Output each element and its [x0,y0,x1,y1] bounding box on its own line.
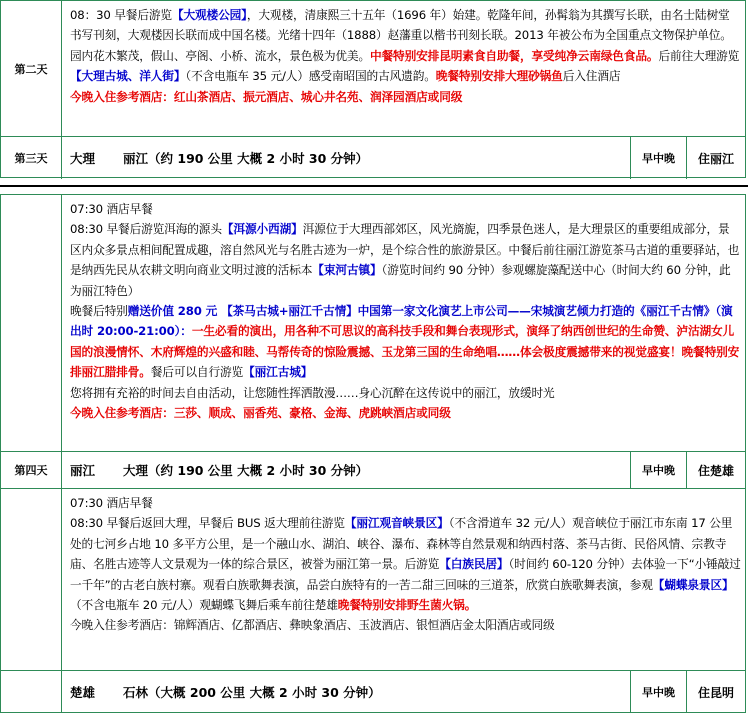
route-to: 石林（大概 200 公里 大概 2 小时 30 分钟） [123,685,381,700]
day4-header [62,452,745,488]
day3-meals: 早中晚 [630,137,686,179]
day4-description [62,489,745,670]
scenic-spot: 【丽江古城】 [243,365,313,380]
day4-route [62,461,630,479]
day5-stay: 住昆明 [686,671,745,713]
day4-header-row [1,452,745,489]
text: （游览时间约 90 分钟）参观螺旋藻配送中心（时间大约 60 分钟，此为丽江特色） [70,263,731,298]
text: 07:30 酒店早餐 [70,202,153,216]
text: （不含滑道车 32 元/人）观音峡位于丽江市东南 17 公里处的七河乡占地 10 多平方公里，是一个融山水、湖泊、峡谷、瀑布、森林等自然景观和纳西村落、茶马古街、民俗风情、宗教寺庙、名胜古迹等人文景观为一体的综合景区，被誉为丽江第一景。后游览 [70,516,733,572]
route-to: 大理（约 190 公里 大概 2 小时 30 分钟） [123,463,369,478]
day3-route [62,149,630,167]
hotel-info: 今晚入住参考酒店：三莎、顺成、丽香苑、豪格、金海、虎跳峡酒店或同级 [70,406,451,421]
meal-highlight: 中餐特别安排昆明素食自助餐，享受纯净云南绿色食品。 [369,48,659,63]
text: 您将拥有充裕的时间去自由活动，让您随性挥洒散漫……身心沉醉在这传说中的丽江，放缓时光 [70,385,555,400]
day2-content-row [1,1,745,137]
page-divider [0,185,748,187]
day4-meals: 早中晚 [630,452,686,488]
day5-header [62,671,745,713]
text: 07:30 酒店早餐 [70,496,153,510]
day4-content-row [1,489,745,671]
text: 08：30 早餐后游览 [70,8,172,22]
day3-header [62,137,745,179]
text: 08:30 早餐后返回大理，早餐后 BUS 返大理前往游览 [70,516,345,531]
day3-4-block [0,194,746,713]
day4-stay: 住楚雄 [686,452,745,488]
day3-header-row [1,137,745,179]
day3-content-row [1,195,745,452]
text: （不含电瓶车 20 元/人）观蝴蝶飞舞后乘车前往楚雄 [70,598,338,613]
day5-header-row [1,671,745,713]
text: 餐后可以自行游览 [150,365,244,380]
day4-label: 第四天 [1,452,62,488]
show-highlight: 赠送价值 280 元 【茶马古城+丽江千古情】中国第一家文化演艺上市公司——宋城演艺倾力打造的《丽江千古情》（演出时 20:00-21:00）： [70,304,733,339]
show-description: 一生必看的演出，用各种不可思议的高科技手段和舞台表现形式，演绎了纳西创世纪的生命赞、泸沽湖女儿国的浪漫情怀、木府辉煌的兴盛和睦、马帮传奇的惊险震撼、玉龙第三国的生命绝唱……体会极度震撼带来的视觉盛宴！晚餐特别安排丽江腊排骨。 [70,324,740,380]
day5-label-spacer [1,671,62,713]
text: 洱源位于大理西部郊区，风光旖旎，四季景色迷人，是大理景区的重要组成部分，景区内众多景点相间配置成趣，溶自然风光与名胜古迹为一炉，是个综合性的旅游景区。中餐后前往丽江游览茶马古道的重要驿站，也是纳西先民从农耕文明向商业文明过渡的活标本 [70,222,740,278]
day2-label: 第二天 [1,1,62,136]
scenic-spot: 【洱源小西湖】 [221,222,303,237]
hotel-info: 今晚入住参考酒店：红山茶酒店、振元酒店、城心井名苑、润泽园酒店或同级 [70,89,463,104]
hotel-info: 今晚入住参考酒店：锦辉酒店、亿都酒店、彝映象酒店、玉波酒店、银恒酒店金太阳酒店或同级 [70,618,555,633]
day5-route [62,683,630,701]
text: 晚餐后特别 [70,304,128,319]
route-from: 楚雄 [70,685,96,700]
text: 后入住酒店 [562,69,621,84]
text: （时间约 60-120 分钟）去体验一下“小锤敲过一千年”的古老白族村寨。观看白族歌舞表演，品尝白族特有的一苦二甜三回味的三道茶，欣赏白族歌舞表演，参观 [70,557,741,592]
text: 后前往大理游览 [658,48,740,63]
scenic-spot: 【束河古镇】 [312,263,382,278]
day2-description [62,1,745,136]
day2-block [0,0,746,178]
route-from: 丽江 [70,463,96,478]
scenic-spot: 【蝴蝶泉景区】 [652,577,734,592]
day3-stay: 住丽江 [686,137,745,179]
scenic-spot: 【丽江观音峡景区】 [344,516,449,531]
scenic-spot: 【白族民居】 [439,557,509,572]
meal-highlight: 晚餐特别安排大理砂锅鱼 [435,69,563,84]
meal-highlight: 晚餐特别安排野生菌火锅。 [337,598,477,613]
day5-meals: 早中晚 [630,671,686,713]
text: ，大观楼，清康熙三十五年（1696 年）始建。乾隆年间，孙髯翁为其撰写长联，由名士陆树堂书写刊刻，大观楼因长联而成中国名楼。光绪十四年（1888）赵藩重以楷书刊刻长联。2013 年被公布为全国重点文物保护单位。园内花木繁茂，假山、亭阁、小桥、流水，景色极为优美。 [70,8,732,63]
text: （不含电瓶车 35 元/人）感受南昭国的古风遗韵。 [185,69,436,84]
day3-description [62,195,745,451]
day3-label-spacer [1,195,62,451]
scenic-spot: 【大观楼公园】 [171,8,247,22]
day4-label-spacer [1,489,62,670]
text: 08:30 早餐后游览洱海的源头 [70,222,222,237]
route-to: 丽江（约 190 公里 大概 2 小时 30 分钟） [123,151,369,166]
day3-label: 第三天 [1,137,62,179]
route-from: 大理 [70,151,96,166]
scenic-spot: 【大理古城、洋人街】 [70,69,186,84]
